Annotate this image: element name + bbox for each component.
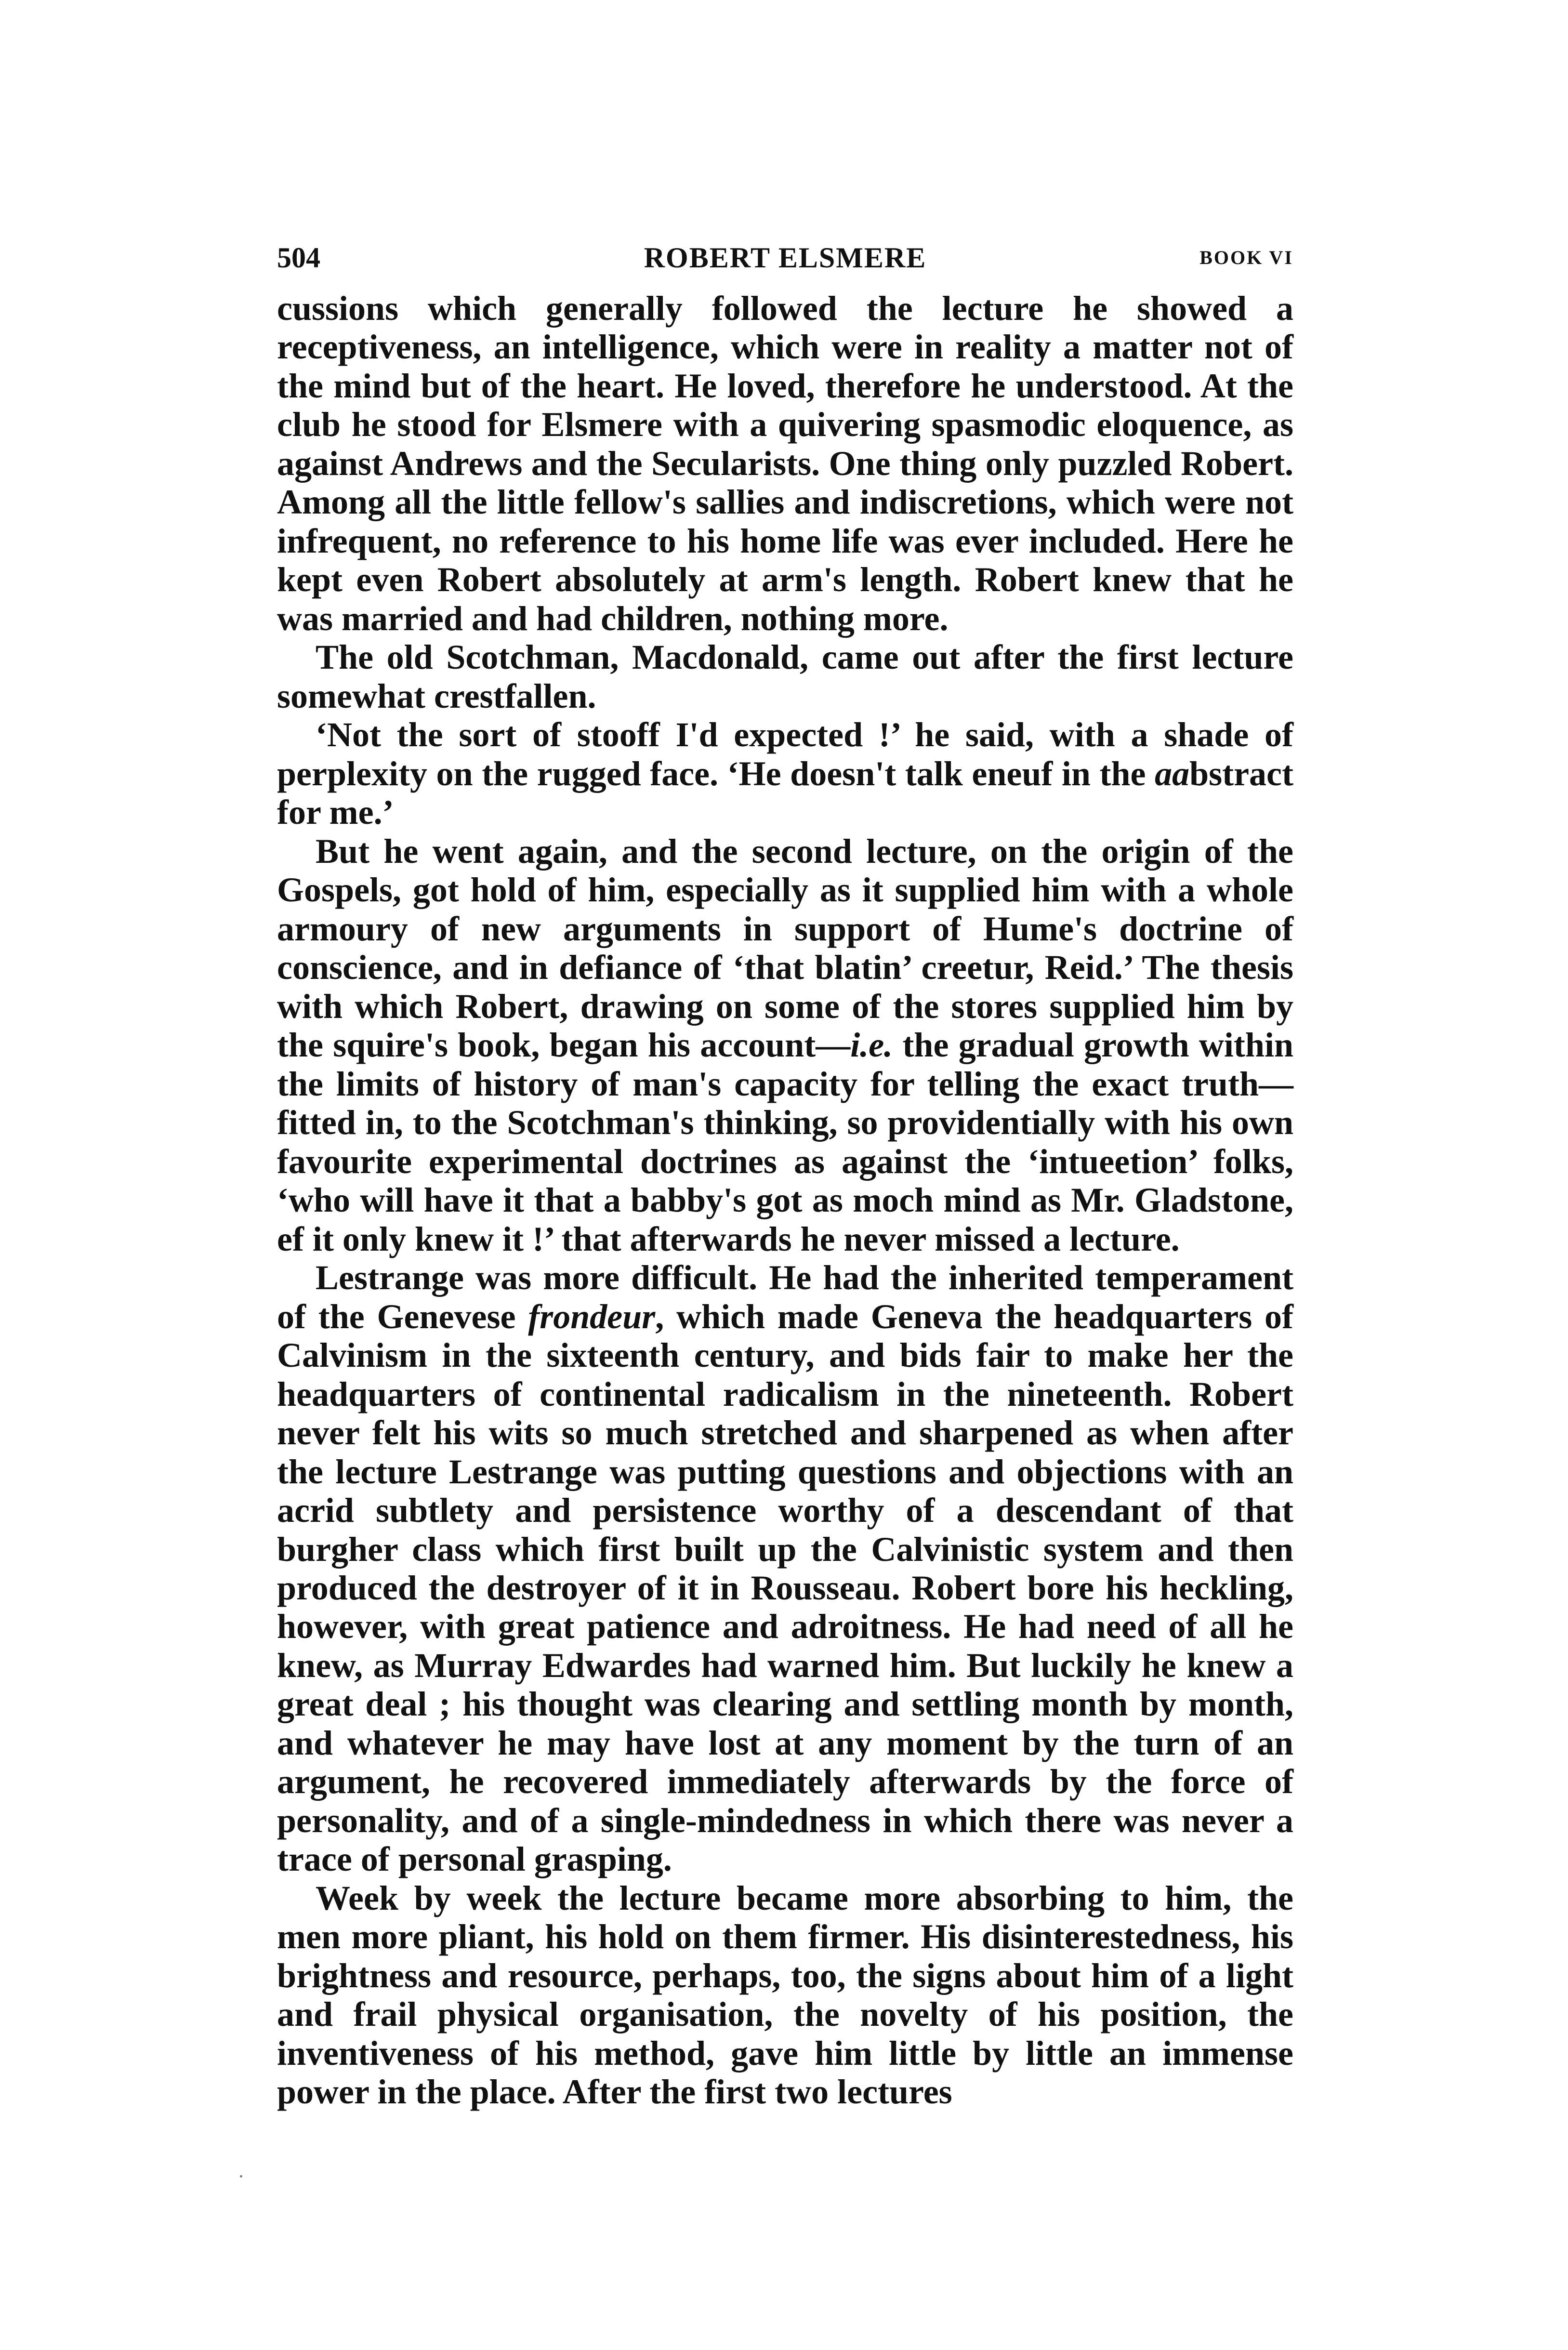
paragraph-3-text-b: bstract for me.’ xyxy=(277,754,1293,832)
paragraph-2: The old Scotchman, Macdonald, came out after the first lecture somewhat crestfallen. xyxy=(277,638,1293,715)
page-number: 504 xyxy=(277,242,320,274)
paragraph-1: cussions which generally followed the lecture he showed a receptiveness, an intelligence, which were in reality a matter not of the mind but of the heart. He loved, therefore he understood. At the club he stood for Elsmere with a quivering spasmodic eloquence, as against Andrews and the Secularists. One thing only puzzled Robert. Among all the little fellow's sallies and indiscretions, which were not infrequent, no reference to his home life was ever included. Here he kept even Robert absolutely at arm's length. Robert knew that he was married and had children, nothing more. xyxy=(277,289,1293,638)
paragraph-3-italic: aa xyxy=(1155,754,1190,793)
paragraph-5 xyxy=(277,1258,1293,1879)
paragraph-4-text-b: the gradual growth within the limits of history of man's capacity for telling the exact truth—fitted in, to the Scotchman's thinking, so providentially with his own favourite experimental doctrines as against the ‘intueetion’ folks, ‘who will have it that a babby's got as moch mind as Mr. Gladstone, ef it only knew it !’ that afterwards he never missed a lecture. xyxy=(277,1026,1293,1258)
paragraph-5-italic: frondeur xyxy=(528,1297,656,1336)
paragraph-5-text-b: , which made Geneva the headquarters of Calvinism in the sixteenth century, and bids fair to make her the headquarters of continental radicalism in the nineteenth. Robert never felt his wits so much stretched and sharpened as when after the lecture Lestrange was putting questions and objections with an acrid subtlety and persistence worthy of a descendant of that burgher class which first built up the Calvinistic system and then produced the destroyer of it in Rousseau. Robert bore his heckling, however, with great patience and adroitness. He had need of all he knew, as Murray Edwardes had warned him. But luckily he knew a great deal ; his thought was clearing and settling month by month, and whatever he may have lost at any moment by the turn of an argument, he recovered immediately afterwards by the force of personality, and of a single-mindedness in which there was never a trace of personal grasping. xyxy=(277,1297,1293,1879)
book-label: BOOK VI xyxy=(1199,247,1293,268)
paragraph-4-italic: i.e. xyxy=(850,1026,893,1065)
running-header xyxy=(277,238,1293,277)
stray-ink-mark xyxy=(240,2175,242,2178)
running-title: ROBERT ELSMERE xyxy=(644,242,927,274)
paragraph-5-text-a: Lestrange was more difficult. He had the inherited temperament of the Genevese xyxy=(277,1258,1293,1336)
paragraph-4-text-a: But he went again, and the second lecture, on the origin of the Gospels, got hold of him, especially as it supplied him with a whole armoury of new arguments in support of Hume's doctrine of conscience, and in defiance of ‘that blatin’ creetur, Reid.’ The thesis with which Robert, drawing on some of the stores supplied him by the squire's book, began his account— xyxy=(277,832,1293,1065)
body-text xyxy=(277,289,1293,2112)
paragraph-3 xyxy=(277,715,1293,832)
paragraph-3-text-a: ‘Not the sort of stooff I'd expected !’ he said, with a shade of perplexity on the rugged face. ‘He doesn't talk eneuf in the xyxy=(277,715,1293,793)
paragraph-4 xyxy=(277,832,1293,1258)
paragraph-6: Week by week the lecture became more absorbing to him, the men more pliant, his hold on them firmer. His disinterestedness, his brightness and resource, perhaps, too, the signs about him of a light and frail physical organisation, the novelty of his position, the inventiveness of his method, gave him little by little an immense power in the place. After the first two lectures xyxy=(277,1878,1293,2112)
